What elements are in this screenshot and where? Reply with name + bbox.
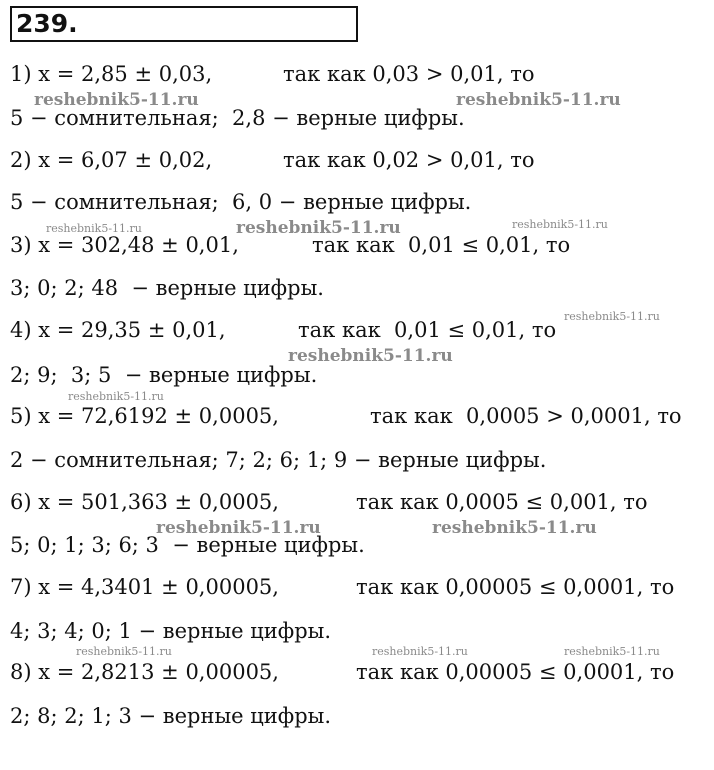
row-7-condition: так как 0,00005 ≤ 0,0001, то	[356, 575, 675, 599]
row-8-equation: 8) x = 2,8213 ± 0,00005,	[10, 660, 279, 684]
row-6-condition: так как 0,0005 ≤ 0,001, то	[356, 490, 648, 514]
watermark: reshebnik5-11.ru	[68, 390, 164, 403]
watermark: reshebnik5-11.ru	[372, 645, 468, 658]
row-6-conclusion: 5; 0; 1; 3; 6; 3 − верные цифры.	[10, 533, 365, 557]
row-3-condition: так как 0,01 ≤ 0,01, то	[312, 233, 571, 257]
watermark: reshebnik5-11.ru	[432, 518, 597, 538]
task-number: 239.	[16, 9, 78, 38]
row-1-conclusion: 5 − сомнительная; 2,8 − верные цифры.	[10, 106, 465, 130]
row-3-equation: 3) x = 302,48 ± 0,01,	[10, 233, 239, 257]
watermark: reshebnik5-11.ru	[236, 218, 401, 238]
row-1-condition: так как 0,03 > 0,01, то	[283, 62, 535, 86]
row-4-conclusion: 2; 9; 3; 5 − верные цифры.	[10, 363, 318, 387]
row-7-equation: 7) x = 4,3401 ± 0,00005,	[10, 575, 279, 599]
watermark: reshebnik5-11.ru	[288, 346, 453, 366]
watermark: reshebnik5-11.ru	[512, 218, 608, 231]
row-5-equation: 5) x = 72,6192 ± 0,0005,	[10, 404, 279, 428]
row-3-conclusion: 3; 0; 2; 48 − верные цифры.	[10, 276, 324, 300]
watermark: reshebnik5-11.ru	[564, 310, 660, 323]
row-2-condition: так как 0,02 > 0,01, то	[283, 148, 535, 172]
watermark: reshebnik5-11.ru	[76, 645, 172, 658]
row-8-conclusion: 2; 8; 2; 1; 3 − верные цифры.	[10, 704, 332, 728]
row-8-condition: так как 0,00005 ≤ 0,0001, то	[356, 660, 675, 684]
watermark: reshebnik5-11.ru	[156, 518, 321, 538]
row-6-equation: 6) x = 501,363 ± 0,0005,	[10, 490, 279, 514]
watermark: reshebnik5-11.ru	[456, 90, 621, 110]
row-2-equation: 2) x = 6,07 ± 0,02,	[10, 148, 213, 172]
row-7-conclusion: 4; 3; 4; 0; 1 − верные цифры.	[10, 619, 332, 643]
watermark: reshebnik5-11.ru	[46, 222, 142, 235]
watermark: reshebnik5-11.ru	[34, 90, 199, 110]
watermark: reshebnik5-11.ru	[564, 645, 660, 658]
task-number-box	[10, 6, 358, 42]
row-1-equation: 1) x = 2,85 ± 0,03,	[10, 62, 213, 86]
row-2-conclusion: 5 − сомнительная; 6, 0 − верные цифры.	[10, 190, 472, 214]
row-4-equation: 4) x = 29,35 ± 0,01,	[10, 318, 226, 342]
row-5-condition: так как 0,0005 > 0,0001, то	[370, 404, 682, 428]
row-5-conclusion: 2 − сомнительная; 7; 2; 6; 1; 9 − верные цифры.	[10, 448, 547, 472]
row-4-condition: так как 0,01 ≤ 0,01, то	[298, 318, 557, 342]
